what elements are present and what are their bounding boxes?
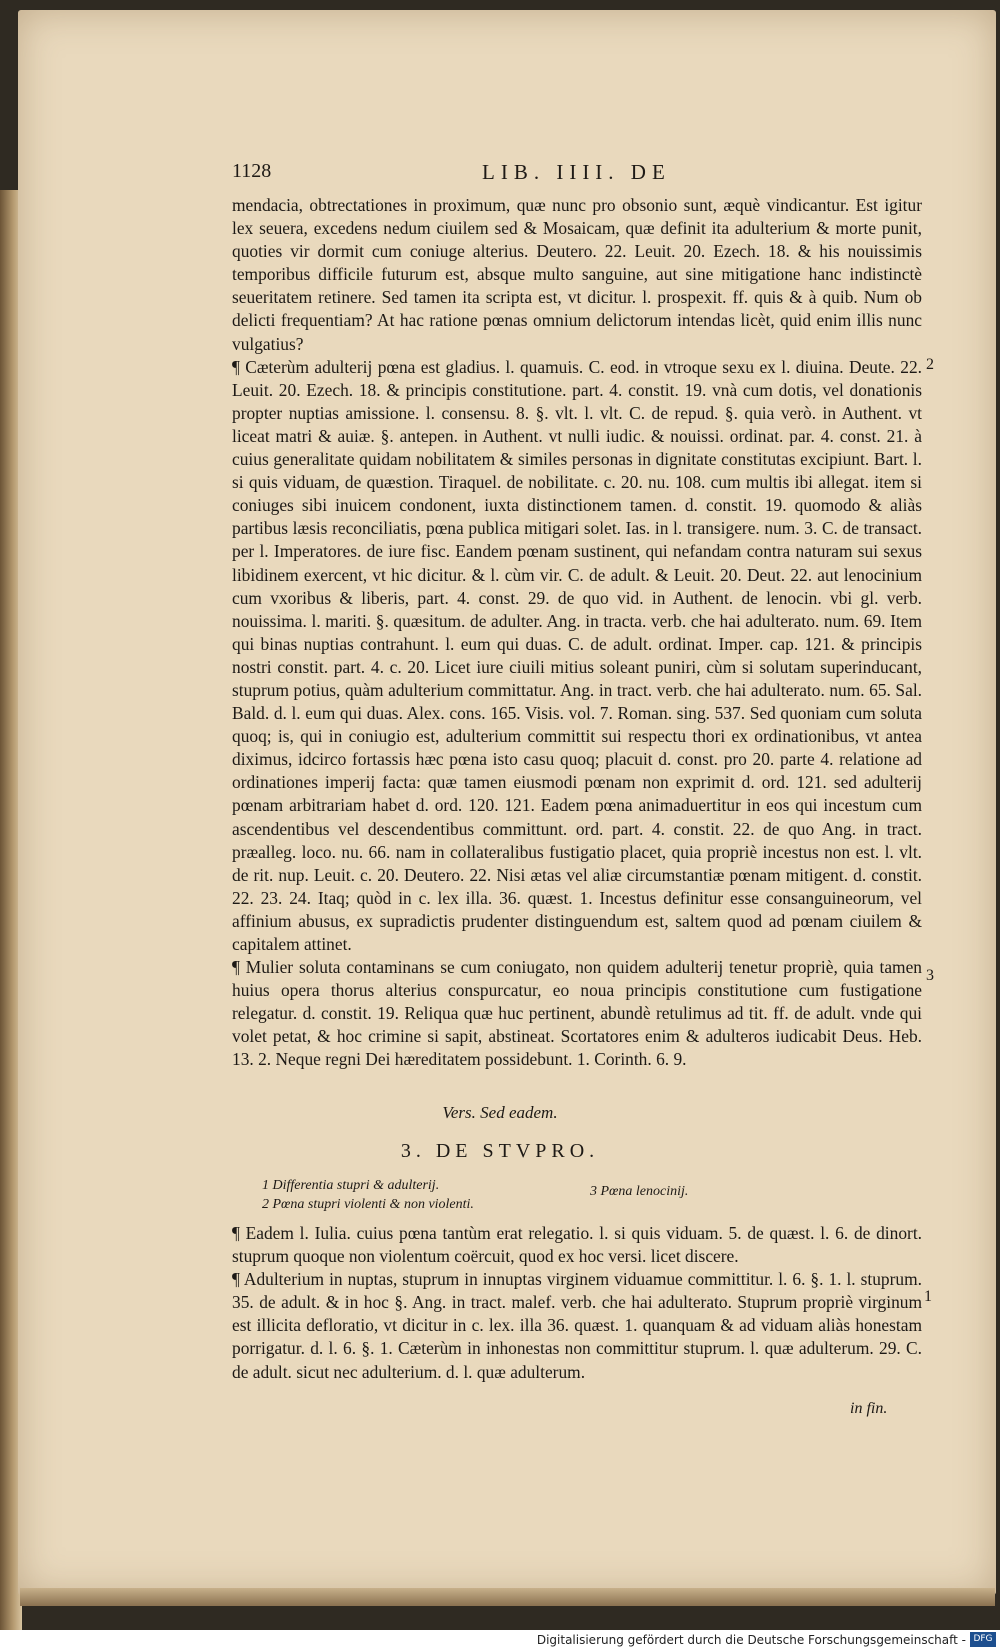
paragraph-2: ¶ Cæterùm adulterij pœna est gladius. l. quamuis. C. eod. in vtroque sexu ex l. diuina. Deute. 22. Leuit. 20. Ezech. 18. & principis constitutione. part. 4. constit. 19. vnà cum dotis, vel donationis propter nuptias amissione. l. consensu. 8. §. vlt. l. vlt. C. de repud. §. quia verò. in Authent. vt liceat matri & auiæ. §. antepen. in Authent. vt nulli iudic. & nouissi. ordinat. par. 4. const. 21. à cuius generalitate quidam nobilitatem & similes personas in dignitate constitutas excipiunt. Bart. l. si quis viduam, de quæstion. Tiraquel. de nobilitate. c. 20. nu. 108. cum multis ibi allegat. item si coniuges sibi inuicem condonent, iuxta distinctionem tamen. d. constit. 19. quomodo & aliàs partibus læsis reconciliatis, pœna publica mitigari solet. Ias. in l. transigere. num. 3. C. de transact. per l. Imperatores. de iure fisc. Eandem pœnam sustinent, qui nefandam contra naturam sui sexus libidinem exercent, vt hic dicitur. & l. cùm vir. C. de adult. & Leuit. 20. Deut. 22. aut lenocinium cum vxoribus & liberis, part. 4. const. 29. de quo vid. in Authent. de lenocin. vbi gl. verb. nouissima. l. mariti. §. quæsitum. de adulter. Ang. in tracta. verb. che hai adulterato. num. 69. Item qui binas nuptias contrahunt. l. eum qui duas. C. de adult. ordinat. Imper. cap. 121. & principis nostri constit. part. 4. c. 20. Licet iure ciuili mitius soleant puniri, cùm si solutam superinducant, stuprum potius, quàm adulterium committatur. Ang. in tract. verb. che hai adulterato. num. 65. Sal. Bald. d. l. eum qui duas. Alex. cons. 165. Visis. vol. 7. Roman. sing. 537. Sed quoniam cum soluta quoq; is, qui in coniugio est, adulterium committit sui respectu thori ex ordinationibus, vt antea diximus, idcirco fortassis hæc pœna isto casu quoq; placuit d. const. pro 20. parte 4. relatione ad ordinationes imperij facta: quæ tamen eiusmodi pœnam non exprimit d. ord. 121. sed adulterij pœnam arbitrariam habet d. ord. 120. 121. Eadem pœna animaduertitur in eos qui incestum cum ascendentibus vel descendentibus committunt. ord. part. 4. constit. 22. de quo Ang. in tract. præalleg. loco. nu. 66. nam in collateralibus fustigatio placet, quia propriè incestus non est. l. vlt. de rit. nup. Leuit. c. 20. Deutero. 22. Nisi ætas vel aliæ circumstantiæ pœnam mitigent. d. constit. 22. 23. 24. Itaq; quòd in c. lex illa. 36. quæst. 1. Incestus definitur esse consanguineorum, vel affinium abusus, ex supradictis prudenter distinguendum est, saltem quod ad pœnam ciuilem & capitalem attinet. (232, 356, 922, 954)
footer-credit: Digitalisierung gefördert durch die Deutsche Forschungsgemeinschaft - (536, 1633, 966, 1647)
vers-line: Vers. Sed eadem. (442, 1103, 558, 1122)
running-head: LIB. IIII. DE (482, 160, 671, 184)
paragraph-1: mendacia, obtrectationes in proximum, quæ nunc pro obsonio sunt, æquè vindicantur. Est igitur lex seuera, excedens nedum ciuilem sed & Mosaicam, quæ definit ita adulterium & morte punit, quoties vir dormit cum coniuge alterius. Deutero. 22. Leuit. 20. Ezech. 18. & his nouissimis temporibus difficile futurum est, absque multo sanguine, aut sine mitigatione hanc indistinctè seueritatem retinere. Sed tamen ita scripta est, vt dicitur. l. prospexit. ff. quis & à quib. Num ob delicti frequentiam? At hac ratione pœnas omnium delictorum intendas licèt, quid enim illis nunc vulgatius? (232, 195, 922, 354)
summary-item-2: 2 Pœna stupri violenti & non violenti. (262, 1197, 474, 1212)
book-edge-bottom (20, 1588, 995, 1606)
section-text (232, 1222, 922, 1384)
section-title: 3. DE STVPRO. (400, 1140, 600, 1162)
margin-number-1: 1 (924, 1288, 932, 1305)
margin-number-2: 2 (926, 356, 934, 373)
closing-reference: in fin. (850, 1400, 888, 1417)
main-text (232, 194, 922, 1072)
dfg-logo-icon: DFG (970, 1632, 996, 1647)
paragraph-4: ¶ Eadem l. Iulia. cuius pœna tantùm erat relegatio. l. si quis viduam. 5. de quæst. l. 6. de dinort. stuprum quoque non violentum coërcuit, quod ex hoc versi. licet discere. (232, 1223, 922, 1267)
page-header (232, 160, 912, 188)
paragraph-3: ¶ Mulier soluta contaminans se cum coniugato, non quidem adulterij tenetur propriè, quia tamen huius opera thorus alterius conspurcatur, eo noua principis constitutione cum fustigatione relegatur. d. constit. 19. Reliqua quæ huc pertinent, abundè retulimus ad tit. ff. de adult. vnde qui volet petat, & hoc crimine si sapit, abstineat. Scortatores enim & adulteros iudicabit Deus. Heb. 13. 2. Neque regni Dei hæreditatem possidebunt. 1. Corinth. 6. 9. (232, 957, 922, 1070)
margin-number-3: 3 (926, 967, 934, 984)
page-number: 1128 (232, 160, 272, 182)
summary-item-1: 1 Differentia stupri & adulterij. (262, 1178, 440, 1193)
paragraph-5: ¶ Adulterium in nuptas, stuprum in innuptas virginem viduamue committitur. l. 6. §. 1. l. stuprum. 35. de adult. & in hoc §. Ang. in tract. malef. verb. che hai adulterato. Stuprum propriè virginum est illicita defloratio, vt dicitur in c. lex. illa 36. quæst. 1. quanquam & ad viduam aliàs honestam porrigatur. d. l. 6. §. 1. Cæterùm in inhonestas non committitur stuprum. l. quæ adulterum. 29. C. de adult. sicut nec adulterium. d. l. quæ adulterum. (232, 1269, 922, 1382)
summary-item-3: 3 Pœna lenocinij. (590, 1184, 689, 1199)
